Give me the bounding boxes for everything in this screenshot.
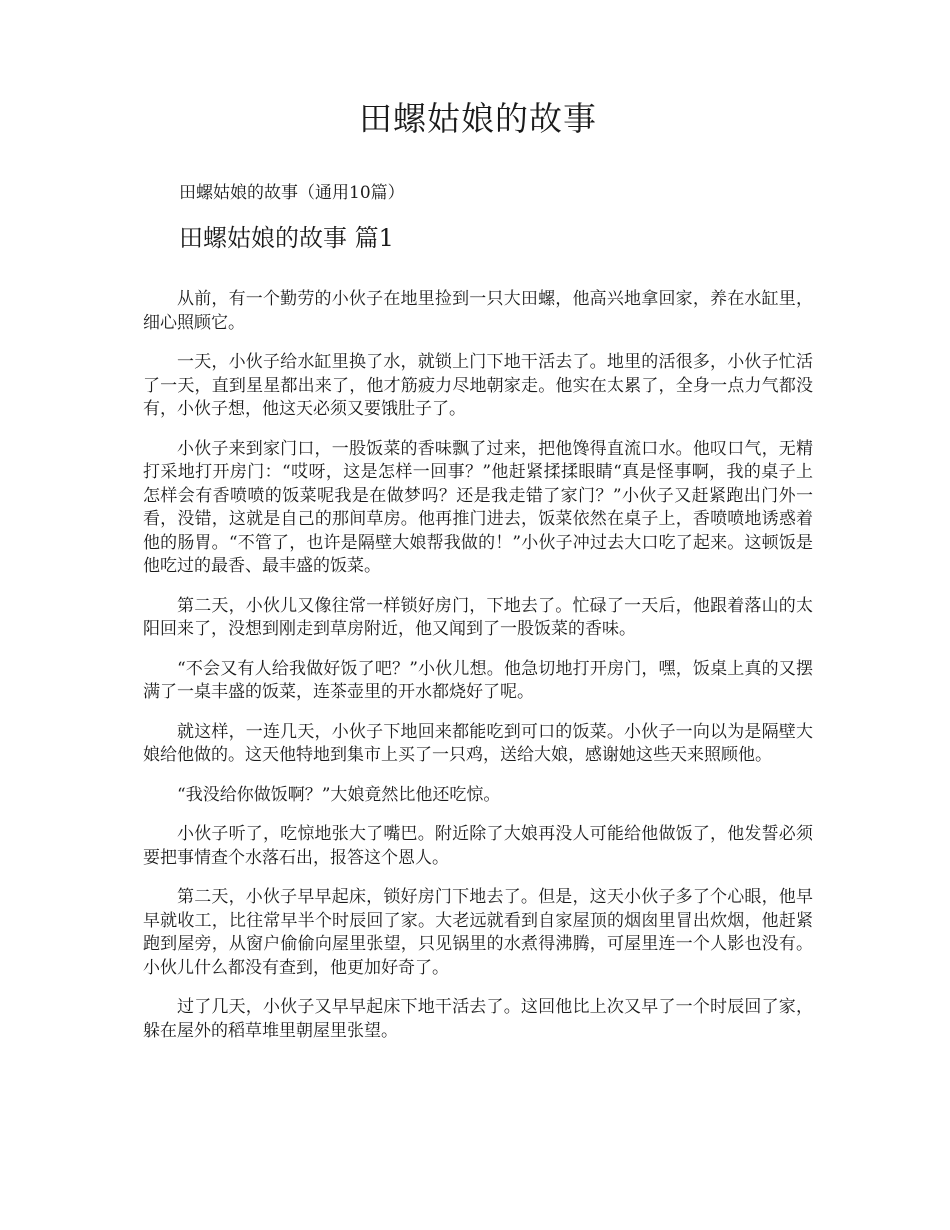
paragraph: 过了几天，小伙子又早早起床下地干活去了。这回他比上次又早了一个时辰回了家，躲在屋外的稻草堆里朝屋里张望。	[143, 997, 813, 1041]
paragraph: 第二天，小伙子早早起床，锁好房门下地去了。但是，这天小伙子多了个心眼，他早早就收工，比往常早半个时辰回了家。大老远就看到自家屋顶的烟囱里冒出炊烟，他赶紧跑到屋旁，从窗户偷偷向屋里张望，只见锅里的水煮得沸腾，可屋里连一个人影也没有。小伙儿什么都没有查到，他更加好奇了。	[143, 887, 813, 978]
document-subtitle: 田螺姑娘的故事（通用10篇）	[179, 183, 405, 203]
section-heading: 田螺姑娘的故事 篇1	[179, 224, 394, 252]
paragraph: 一天，小伙子给水缸里换了水，就锁上门下地干活去了。地里的活很多，小伙子忙活了一天，直到星星都出来了，他才筋疲力尽地朝家走。他实在太累了，全身一点力气都没有，小伙子想，他这天必须又要饿肚子了。	[143, 352, 813, 419]
paragraph: 小伙子来到家门口，一股饭菜的香味飘了过来，把他馋得直流口水。他叹口气，无精打采地打开房门：“哎呀，这是怎样一回事？”他赶紧揉揉眼睛“真是怪事啊，我的桌子上怎样会有香喷喷的饭菜呢我是在做梦吗？还是我走错了家门？”小伙子又赶紧跑出门外一看，没错，这就是自己的那间草房。他再推门进去，饭菜依然在桌子上，香喷喷地诱惑着他的肠胃。“不管了，也许是隔壁大娘帮我做的！”小伙子冲过去大口吃了起来。这顿饭是他吃过的最香、最丰盛的饭菜。	[143, 438, 813, 576]
document-page	[143, 0, 813, 1059]
document-body	[143, 288, 813, 1043]
paragraph: “不会又有人给我做好饭了吧？”小伙儿想。他急切地打开房门，嘿，饭桌上真的又摆满了一桌丰盛的饭菜，连茶壶里的开水都烧好了呢。	[143, 658, 813, 702]
paragraph: “我没给你做饭啊？”大娘竟然比他还吃惊。	[177, 784, 501, 805]
paragraph: 从前，有一个勤劳的小伙子在地里捡到一只大田螺，他高兴地拿回家，养在水缸里，细心照顾它。	[143, 289, 813, 333]
paragraph: 就这样，一连几天，小伙子下地回来都能吃到可口的饭菜。小伙子一向以为是隔壁大娘给他做的。这天他特地到集市上买了一只鸡，送给大娘，感谢她这些天来照顾他。	[143, 721, 813, 765]
document-title: 田螺姑娘的故事	[359, 99, 597, 138]
paragraph: 小伙子听了，吃惊地张大了嘴巴。附近除了大娘再没人可能给他做饭了，他发誓必须要把事情查个水落石出，报答这个恩人。	[143, 824, 813, 868]
paragraph: 第二天，小伙儿又像往常一样锁好房门，下地去了。忙碌了一天后，他跟着落山的太阳回来了，没想到刚走到草房附近，他又闻到了一股饭菜的香味。	[143, 595, 813, 639]
